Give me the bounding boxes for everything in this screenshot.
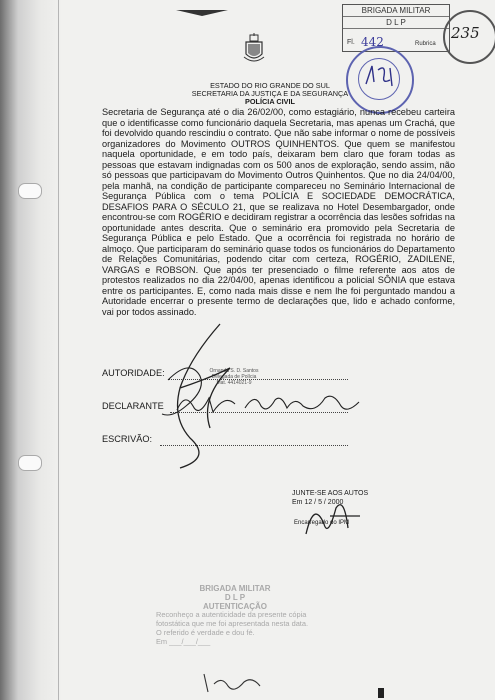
state-coat-of-arms-icon xyxy=(243,33,265,65)
bottom-signature xyxy=(200,670,280,696)
stamp-line: D L P xyxy=(343,17,449,29)
auth-line: O referido é verdade e dou fé. xyxy=(156,627,255,637)
auth-line: Em ___/___/___ xyxy=(156,636,211,646)
punch-hole xyxy=(18,455,42,471)
juntese-date: 12 / 5 / 2000 xyxy=(304,499,344,506)
official-registration: Mat. 4414021-9 xyxy=(216,380,252,386)
declarante-signature xyxy=(175,388,365,422)
brigada-page-stamp xyxy=(342,4,450,52)
official-title: Delegada de Polícia xyxy=(211,374,257,380)
header-secretariat: SECRETARIA DA JUSTIÇA E DA SEGURANÇA xyxy=(191,89,349,98)
declarante-label: DECLARANTE xyxy=(102,401,164,411)
auth-line: D L P xyxy=(224,592,246,602)
auth-line: BRIGADA MILITAR xyxy=(199,584,271,593)
stamp-fl-label: Fl. xyxy=(347,39,355,46)
page-edge xyxy=(58,0,59,700)
stamp-line: BRIGADA MILITAR xyxy=(343,5,449,17)
auth-line: fotostática que me foi apresentada nesta data. xyxy=(156,619,309,629)
escrivao-label: ESCRIVÃO: xyxy=(102,434,153,444)
handwritten-page-number: 235 xyxy=(451,24,480,42)
encarregado-label: Encarregado do IPM xyxy=(294,520,350,526)
stamp-fl-number: 442 xyxy=(361,35,384,49)
corner-mark xyxy=(378,688,384,698)
header-police: POLÍCIA CIVIL xyxy=(245,97,295,106)
authentication-stamp xyxy=(150,585,320,647)
stamp-rubrica-label: Rubrica xyxy=(415,41,436,47)
header-state: ESTADO DO RIO GRANDE DO SUL xyxy=(210,81,330,90)
autoridade-label: AUTORIDADE: xyxy=(102,368,165,378)
official-name: Ornanda S. D. Santos xyxy=(209,368,259,374)
juntese-signature xyxy=(300,494,370,544)
auth-line: Reconheço a autenticidade da presente cópia xyxy=(156,610,307,620)
corner-mark xyxy=(176,10,228,16)
juntese-date-prefix: Em xyxy=(292,499,303,506)
auth-line: AUTENTICAÇÃO xyxy=(203,601,267,611)
binder-shadow xyxy=(0,0,62,700)
declaration-text: Secretaria de Segurança até o dia 26/02/00, como estagiário, nunca recebeu carteira que o identificasse como funcionário daquela Secretaria, mas apenas um Crachá, que foi devolvido quando rescindiu o contrato. Que não sabe informar o nome de possíveis organizadores do Movimento OUTROS QUINHENTOS. Que quem se manifestou naquela oportunidade, e em todo país, deixaram bem claro que foram todas as pessoas que estavam indignadas com os 500 anos de exploração, sendo assim, não só pessoas que participavam do Movimento Outros Quinhentos. Que no dia 24/04/00, pela manhã, na condição de participante compareceu no Seminário Internacional de Segurança Pública com o tema POLÍCIA E SOCIEDADE DEMOCRÁTICA, DESAFIOS PARA O SÉCULO 21, que se realizava no Hotel Desembargador, onde encontrou-se com ROGÉRIO e decidiram registrar a ocorrência das lesões sofridas na oportunidade antes descrita. Que o seminário era promovido pela Secretaria de Segurança Pública e pelo Estado. Que a ocorrência foi registrada no horário de almoço. Que participaram do seminário quase todos os funcionários do Departamento de Relações Comunitárias, podendo citar com certeza, ROGÉRIO, ZADILENE, VARGAS e ROBSON. Que após ter presenciado o filme referente aos atos de protestos realizados no dia 22/04/00, apenas identificou a policial SÔNIA que estava entre os participantes. E, como nada mais disse e nem lhe foi perguntado mandou a Autoridade encerrar o presente termo de declarações que, lido e achado conforme, vai por todos assinado. xyxy=(102,107,455,317)
punch-hole xyxy=(18,183,42,199)
juntese-text: JUNTE-SE AOS AUTOS xyxy=(292,490,369,497)
